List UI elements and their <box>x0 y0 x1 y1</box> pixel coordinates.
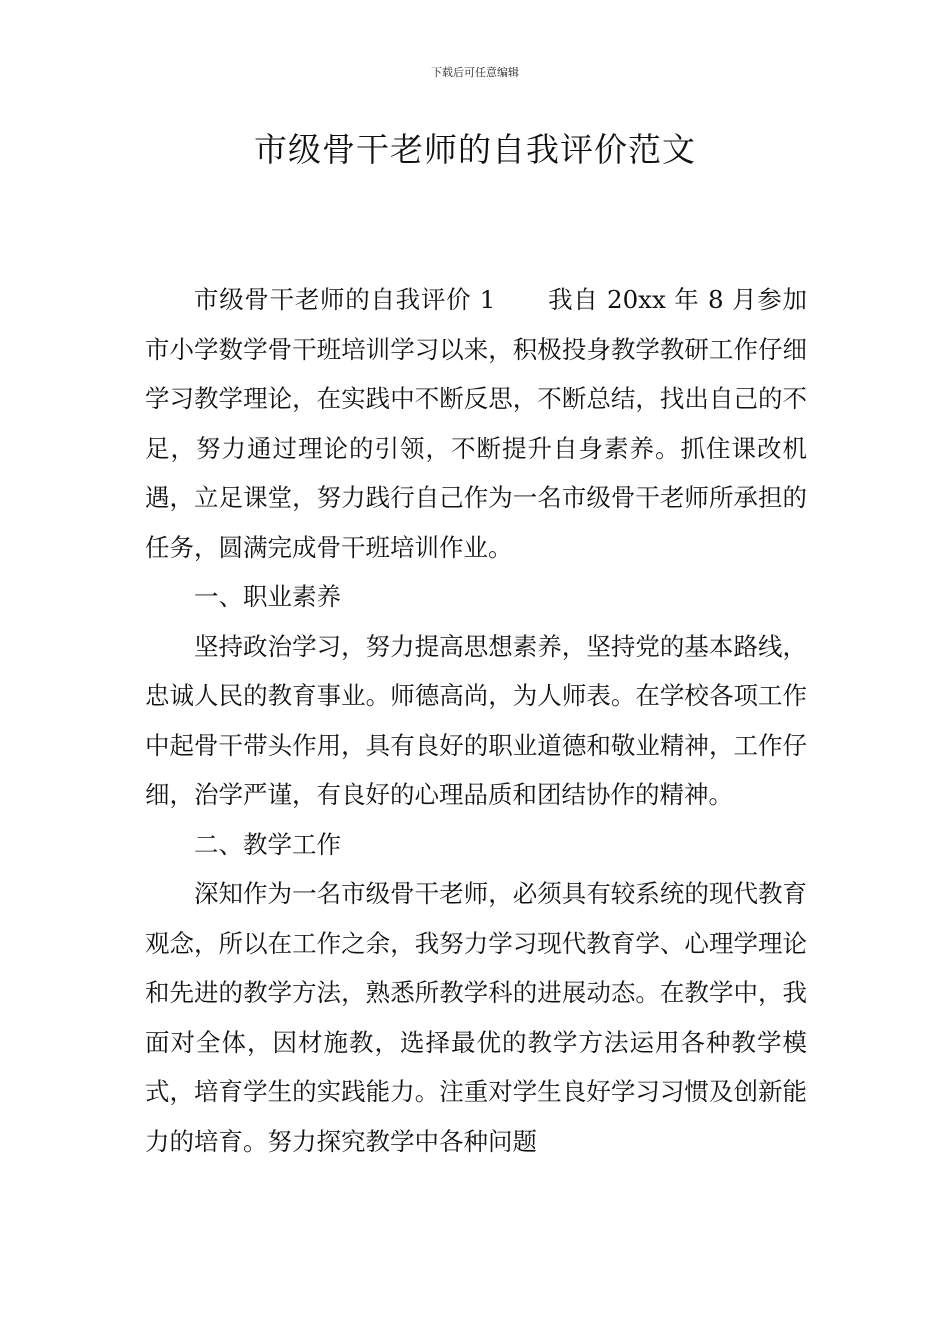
section-1-heading: 一、职业素养 <box>194 582 341 611</box>
document-title: 市级骨干老师的自我评价范文 <box>254 130 696 169</box>
section-2-heading: 二、教学工作 <box>194 829 341 859</box>
section-2-paragraph: 深知作为一名市级骨干老师，必须具有较系统的现代教育观念，所以在工作之余，我努力学习现代教育学、心理学理论和先进的教学方法，熟悉所教学科的进展动态。在教学中，我面对全体，因材施教，选择最优的教学方法运用各种教学模式，培育学生的实践能力。注重对学生良好学习习惯及创新能力的培育。努力探究教学中各种问题 <box>145 879 807 1156</box>
document-body <box>145 275 807 1166</box>
intro-text: 我自 20xx 年 8 月参加市小学数学骨干班培训学习以来，积极投身教学教研工作仔细学习教学理论，在实践中不断反思，不断总结，找出自己的不足，努力通过理论的引领，不断提升自身素养。抓住课改机遇，立足课堂，努力践行自己作为一名市级骨干老师所承担的任务，圆满完成骨干班培训作业。 <box>145 285 807 562</box>
section-1-paragraph: 坚持政治学习，努力提高思想素养，坚持党的基本路线，忠诚人民的教育事业。师德高尚，为人师表。在学校各项工作中起骨干带头作用，具有良好的职业道德和敬业精神，工作仔细，治学严谨，有良好的心理品质和团结协作的精神。 <box>145 631 807 809</box>
intro-label: 市级骨干老师的自我评价 1 <box>194 285 496 314</box>
header-note: 下载后可任意编辑 <box>431 66 519 79</box>
intro-paragraph <box>145 275 807 572</box>
